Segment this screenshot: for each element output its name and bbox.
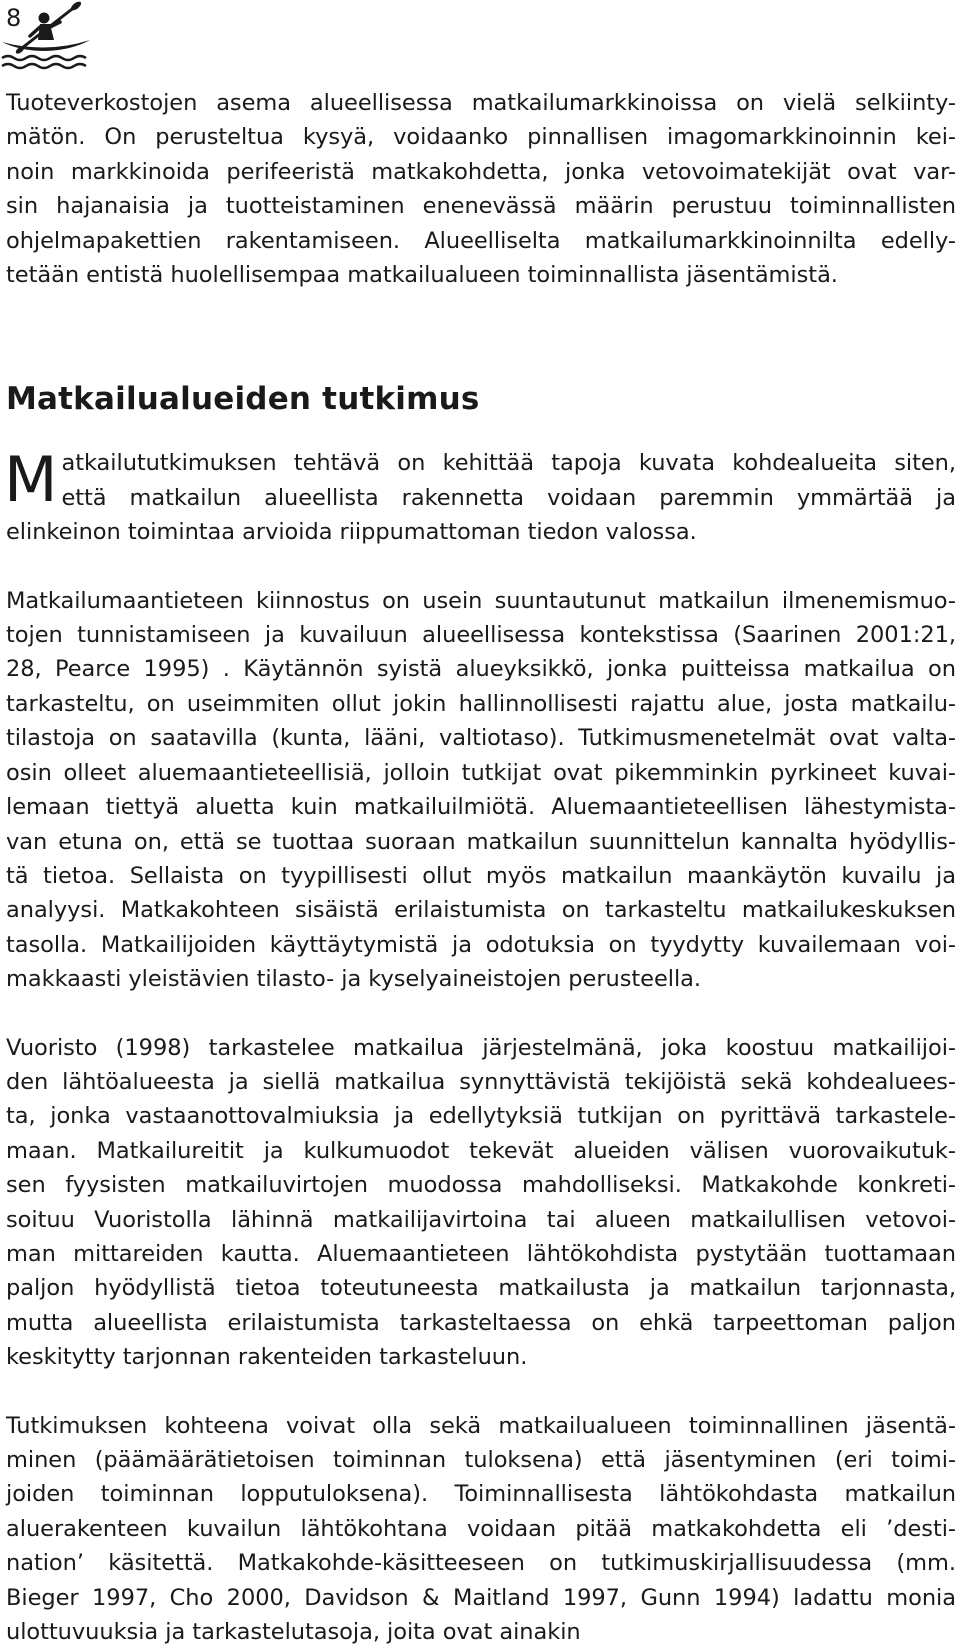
page-body [6,86,956,1649]
text-line: joiden toiminnan lopputuloksena). Toiminnallisesta lähtökohdasta matkailun [6,1481,956,1508]
text-line: tasolla. Matkailijoiden käyttäytymistä ja odotuksia on tyydytty kuvailemaan voi- [6,931,956,958]
text-line: soituu Vuoristolla lähinnä matkailijavirtoina tai alueen matkailullisen vetovoi- [6,1206,956,1233]
text-line: että matkailun alueellista rakennetta voidaan paremmin ymmärtää ja [61,484,956,511]
text-line: paljon hyödyllistä tietoa toteutuneesta matkailusta ja matkailun tarjonnasta, [6,1275,956,1302]
text-line: tojen tunnistamiseen ja kuvailuun alueellisessa kontekstissa (Saarinen 2001:21, [6,622,956,649]
text-line: nation’ käsitettä. Matkakohde-käsitteeseen on tutkimuskirjallisuudessa (mm. [6,1550,956,1577]
text-line: tilastoja on saatavilla (kunta, lääni, valtiotaso). Tutkimusmenetelmät ovat valta- [6,725,956,752]
text-line: mätön. On perusteltua kysyä, voidaanko pinnallisen imagomarkkinoinnin kei- [6,124,956,151]
text-line: ohjelmapakettien rakentamiseen. Alueelliselta matkailumarkkinoinnilta edelly- [6,227,956,254]
text-line: tarkasteltu, on useimmiten ollut jokin hallinnollisesti rajattu alue, josta matkailu- [6,690,956,717]
text-line: sen fyysisten matkailuvirtojen muodossa mahdolliseksi. Matkakohde konkreti- [6,1172,956,1199]
text-line: Matkailumaantieteen kiinnostus on usein suuntautunut matkailun ilmenemismuo- [6,587,956,614]
text-line: Tuoteverkostojen asema alueellisessa matkailumarkkinoissa on vielä selkiinty- [6,90,956,116]
text-line: tä tietoa. Sellaista on tyypillisesti ollut myös matkailun maankäytön kuvailu ja [6,862,956,889]
paragraph-dropcap [4,443,956,549]
paragraph-4 [6,1409,956,1649]
text-line: man mittareiden kautta. Aluemaantieteen lähtökohdista pystytään tuottamaan [6,1240,956,1267]
text-line: van etuna on, että se tuottaa suoraan matkailun suunnittelun kannalta hyödyllis- [6,828,956,855]
page-header [0,0,120,80]
dropcap-letter: M [4,443,58,517]
section-heading: Matkailualueiden tutkimus [6,381,480,418]
text-line: osin olleet aluemaantieteellisiä, jolloin tutkijat ovat pikemminkin pyrkineet kuvai- [6,759,956,786]
text-line: aluerakenteen kuvailun lähtökohtana voidaan pitää matkakohdetta eli ’desti- [6,1515,956,1542]
paragraph-2 [6,584,956,997]
text-line: 28, Pearce 1995) . Käytännön syistä alueyksikkö, jonka puitteissa matkailua on [6,656,956,683]
text-line: keskitytty tarjonnan rakenteiden tarkasteluun. [6,1344,528,1371]
text-line: Vuoristo (1998) tarkastelee matkailua järjestelmänä, joka koostuu matkailijoi- [6,1034,956,1061]
text-line: minen (päämäärätietoisen toiminnan tuloksena) että jäsentyminen (eri toimi- [6,1447,956,1473]
text-line: den lähtöalueesta ja siellä matkailua synnyttävistä tekijöistä sekä kohdealuees- [6,1068,956,1095]
page-number: 8 [6,4,22,32]
text-line: ta, jonka vastaanottovalmiuksia ja edellytyksiä tutkijan on pyrittävä tarkastele- [6,1103,956,1130]
text-line: maan. Matkailureitit ja kulkumuodot tekevät alueiden välisen vuorovaikutuk- [6,1137,956,1164]
text-line: atkailututkimuksen tehtävä on kehittää tapoja kuvata kohdealueita siten, [61,450,956,477]
paragraph-intro [6,86,956,292]
text-line: ulottuvuuksia ja tarkastelutasoja, joita ovat ainakin [6,1619,581,1646]
text-line: Tutkimuksen kohteena voivat olla sekä matkailualueen toiminnallinen jäsentä- [6,1412,956,1439]
paragraph-3 [6,1031,956,1375]
text-line: elinkeinon toimintaa arvioida riippumattoman tiedon valossa. [6,519,697,546]
text-line: tetään entistä huolellisempaa matkailualueen toiminnallista jäsentämistä. [6,262,838,289]
text-line: sin hajanaisia ja tuotteistaminen enenevässä määrin perustuu toiminnallisten [6,193,956,220]
text-line: noin markkinoida perifeeristä matkakohdetta, jonka vetovoimatekijät ovat var- [6,158,956,185]
text-line: Bieger 1997, Cho 2000, Davidson & Maitland 1997, Gunn 1994) ladattu monia [6,1584,956,1611]
text-line: analyysi. Matkakohteen sisäistä erilaistumista on tarkasteltu matkailukeskuksen [6,897,956,924]
text-line: lemaan tiettyä aluetta kuin matkailuilmiötä. Aluemaantieteellisen lähestymista- [6,794,956,821]
text-line: makkaasti yleistävien tilasto- ja kyselyaineistojen perusteella. [6,966,702,993]
text-line: mutta alueellista erilaistumista tarkasteltaessa on ehkä tarpeettoman paljon [6,1309,956,1336]
